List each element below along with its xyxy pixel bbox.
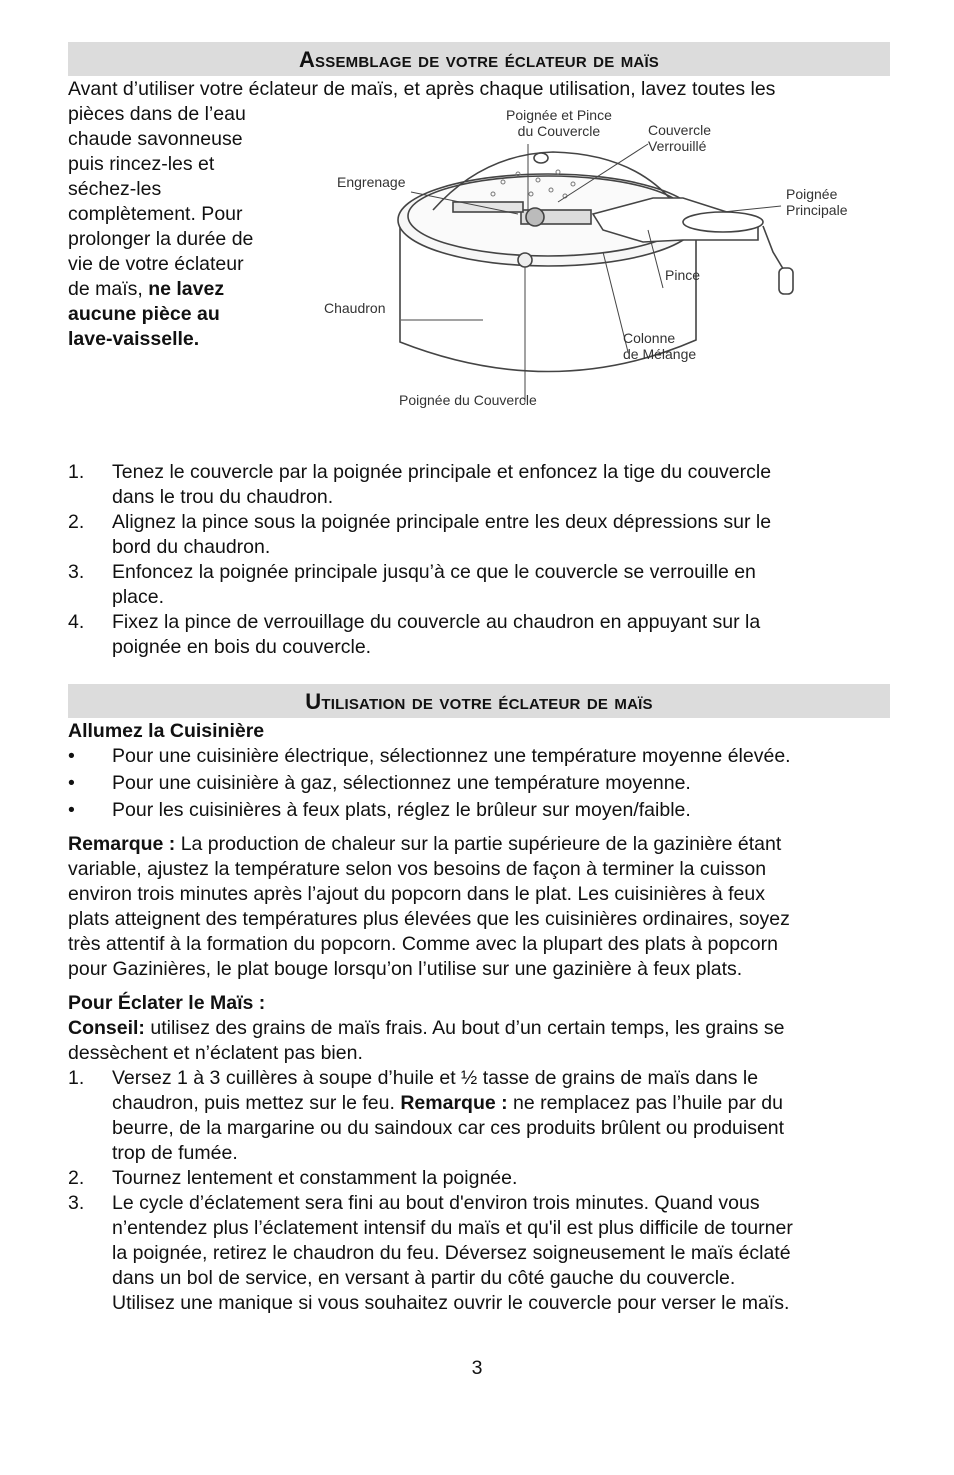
- warning-text: lave-vaisselle.: [68, 328, 200, 350]
- list-item: 2. Alignez la pince sous la poignée principale entre les deux dépressions sur le bord du chaudron.: [68, 511, 772, 558]
- remark-paragraph: Remarque : La production de chaleur sur la partie supérieure de la gazinière étant variable, ajustez la température selon vos besoins de façon à terminer la cuisson environ trois minutes après l’ajout du popcorn dans le plat. Les cuisinières à feux plats atteignent des températures plus élevées que les cuisinières ordinaires, soyez très attentif à la formation du popcorn. Comme avec la plupart des plats à popcorn pour Gazinières, le plat bouge lorsqu’on l’utilise sur une gazinière à feux plats.: [68, 833, 790, 980]
- list-item: 3. Enfoncez la poignée principale jusqu’à ce que le couvercle se verrouille en place.: [68, 561, 756, 608]
- list-item: 1. Versez 1 à 3 cuillères à soupe d’huile et ½ tasse de grains de maïs dans le chaudron, puis mettez sur le feu. Remarque : ne remplacez pas l’huile par du beurre, de la margarine ou du saindoux car ces produits brûlent ou produisent trop de fumée.: [68, 1067, 785, 1164]
- intro-line: puis rincez-les et: [68, 153, 215, 175]
- list-item: • Pour les cuisinières à feux plats, réglez le brûleur sur moyen/faible.: [68, 799, 691, 821]
- section-header-usage: [68, 684, 890, 718]
- intro-column: [68, 102, 283, 432]
- label-lid-knob: Poignée du Couvercle: [399, 392, 537, 408]
- intro-line-with-warning: de maïs, ne lavez: [68, 278, 225, 300]
- intro-line: pièces dans de l’eau: [68, 103, 246, 125]
- label-clip: Pince: [665, 267, 701, 283]
- list-item: 1. Tenez le couvercle par la poignée principale et enfoncez la tige du couvercle dans le trou du chaudron.: [68, 461, 772, 508]
- label-pot: Chaudron: [324, 300, 386, 316]
- label-stir-column: Colonne de Mélange: [623, 330, 697, 362]
- list-item: 2. Tournez lentement et constamment la poignée.: [68, 1167, 518, 1189]
- list-item: 3. Le cycle d’éclatement sera fini au bout d'environ trois minutes. Quand vous n’entendez plus l’éclatement intensif du maïs et qu'il est plus difficile de tourner la poignée, retirez le chaudron du feu. Déversez soigneusement le maïs éclaté dans un bol de service, en versant à partir du côté gauche du couvercle. Utilisez une manique si vous souhaitez ouvrir le couvercle pour verser le maïs.: [68, 1192, 793, 1314]
- intro-line: vie de votre éclateur: [68, 253, 244, 275]
- intro-with-figure: [68, 102, 890, 432]
- intro-line: séchez-les: [68, 178, 162, 200]
- intro-line: complètement. Pour: [68, 203, 243, 225]
- list-item: • Pour une cuisinière à gaz, sélectionnez une température moyenne.: [68, 772, 691, 794]
- header-text: ssemblage de votre éclateur de maïs: [315, 46, 660, 72]
- pop-heading: Pour Éclater le Maïs :: [68, 992, 266, 1014]
- label-lid-handle-clip: Poignée et Pince du Couvercle: [506, 107, 612, 139]
- intro-line: prolonger la durée de: [68, 228, 254, 250]
- stove-heading: Allumez la Cuisinière: [68, 720, 265, 742]
- warning-text: ne lavez: [148, 278, 225, 300]
- label-main-handle: Poignée Principale: [786, 186, 848, 218]
- label-gear: Engrenage: [337, 174, 406, 190]
- list-item: • Pour une cuisinière électrique, sélectionnez une température moyenne élevée.: [68, 745, 791, 767]
- list-item: 4. Fixez la pince de verrouillage du couvercle au chaudron en appuyant sur la poignée en bois du couvercle.: [68, 611, 761, 658]
- label-lid-locked: Couvercle Verrouillé: [648, 122, 712, 154]
- section-header-assembly: [68, 42, 890, 76]
- assembly-steps: [68, 460, 890, 660]
- header-initial: U: [305, 688, 322, 714]
- popcorn-popper-diagram: [303, 102, 863, 432]
- manual-page: [68, 42, 890, 1316]
- popper-illustration: [303, 102, 863, 432]
- header-initial: A: [298, 46, 316, 72]
- intro-line: chaude savonneuse: [68, 128, 243, 150]
- page-number: 3: [471, 1357, 483, 1379]
- intro-first-line: Avant d’utiliser votre éclateur de maïs, et après chaque utilisation, lavez toutes les: [68, 78, 776, 100]
- tip-paragraph: Conseil: utilisez des grains de maïs frais. Au bout d’un certain temps, les grains se dessèchent et n’éclatent pas bien.: [68, 1017, 785, 1064]
- popping-steps: [68, 1066, 890, 1316]
- header-text: tilisation de votre éclateur de maïs: [321, 688, 653, 714]
- stove-bullets: [68, 744, 890, 823]
- warning-text: aucune pièce au: [68, 303, 220, 325]
